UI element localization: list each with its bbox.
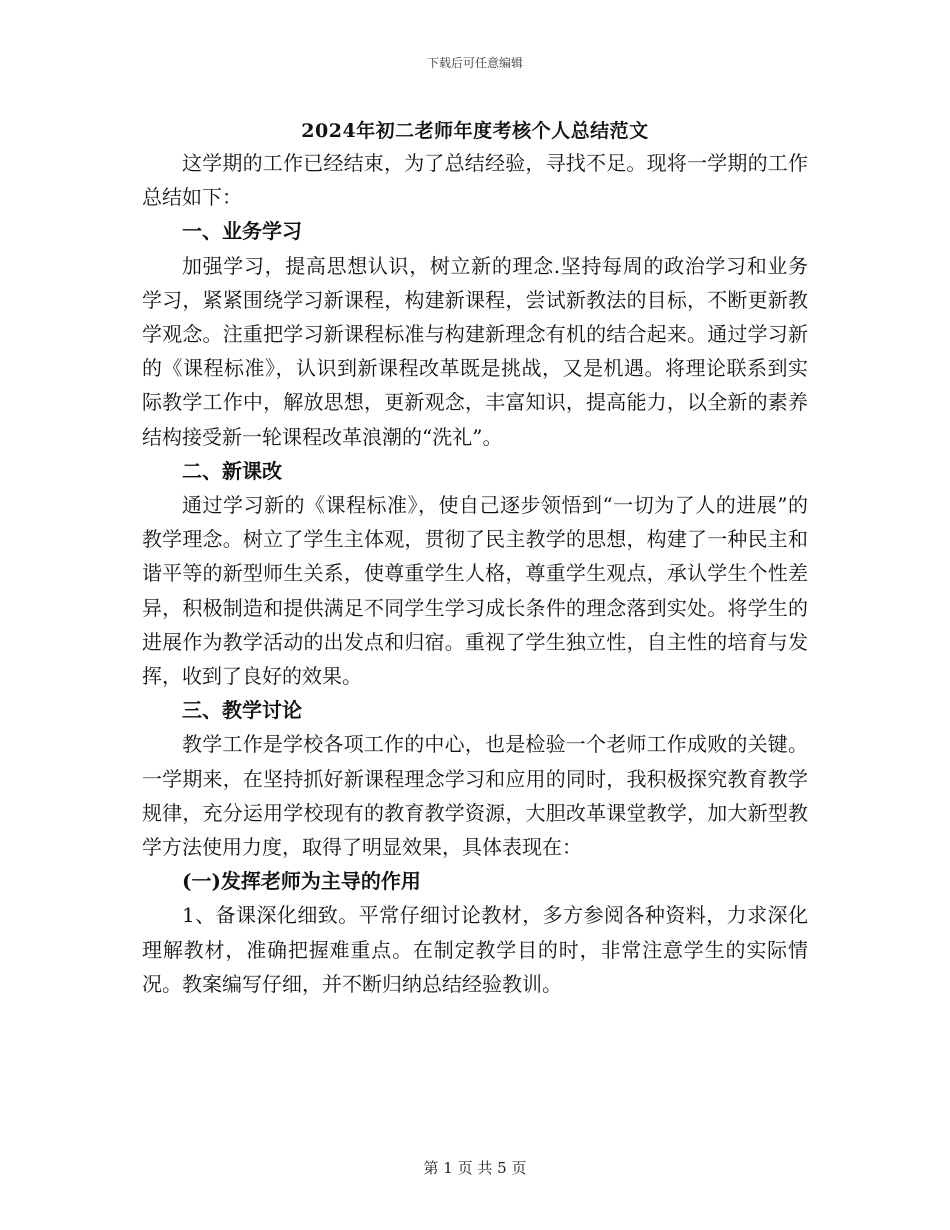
section-heading-business-study: 一、业务学习 [182, 219, 302, 244]
section-heading-curriculum-reform: 二、新课改 [182, 458, 282, 483]
section-body-curriculum-reform: 通过学习新的《课程标准》，使自己逐步领悟到“一切为了人的进展”的教学理念。树立了学生主体观，贯彻了民主教学的思想，构建了一种民主和谐平等的新型师生关系，使尊重学生人格，尊重学生观点，承认学生个性差异，积极制造和提供满足不同学生学习成长条件的理念落到实处。将学生的进展作为教学活动的出发点和归宿。重视了学生独立性，自主性的培育与发挥，收到了良好的效果。 [142, 493, 808, 689]
sub-heading-teacher-role: (一)发挥老师为主导的作用 [182, 869, 421, 894]
page-number: 第 1 页 共 5 页 [423, 1159, 527, 1177]
document-body [142, 146, 808, 1001]
list-item-lesson-prep: 1、备课深化细致。平常仔细讨论教材，多方参阅各种资料，力求深化理解教材，准确把握难重点。在制定教学目的时，非常注意学生的实际情况。教案编写仔细，并不断归纳总结经验教训。 [142, 903, 808, 996]
intro-paragraph: 这学期的工作已经结束，为了总结经验，寻找不足。现将一学期的工作总结如下： [142, 151, 808, 210]
section-body-business-study: 加强学习，提高思想认识，树立新的理念.坚持每周的政治学习和业务学习，紧紧围绕学习新课程，构建新课程，尝试新教法的目标，不断更新教学观念。注重把学习新课程标准与构建新理念有机的结合起来。通过学习新的《课程标准》，认识到新课程改革既是挑战，又是机遇。将理论联系到实际教学工作中，解放思想，更新观念，丰富知识，提高能力，以全新的素养结构接受新一轮课程改革浪潮的“洗礼”。 [142, 253, 808, 449]
header-note: 下载后可任意编辑 [426, 56, 523, 70]
section-body-teaching-research: 教学工作是学校各项工作的中心，也是检验一个老师工作成败的关键。一学期来，在坚持抓好新课程理念学习和应用的同时，我积极探究教育教学规律，充分运用学校现有的教育教学资源，大胆改革课堂教学，加大新型教学方法使用力度，取得了明显效果，具体表现在： [142, 732, 808, 860]
section-heading-teaching-research: 三、教学讨论 [182, 698, 302, 723]
page-title: 2024年初二老师年度考核个人总结范文 [301, 120, 649, 142]
